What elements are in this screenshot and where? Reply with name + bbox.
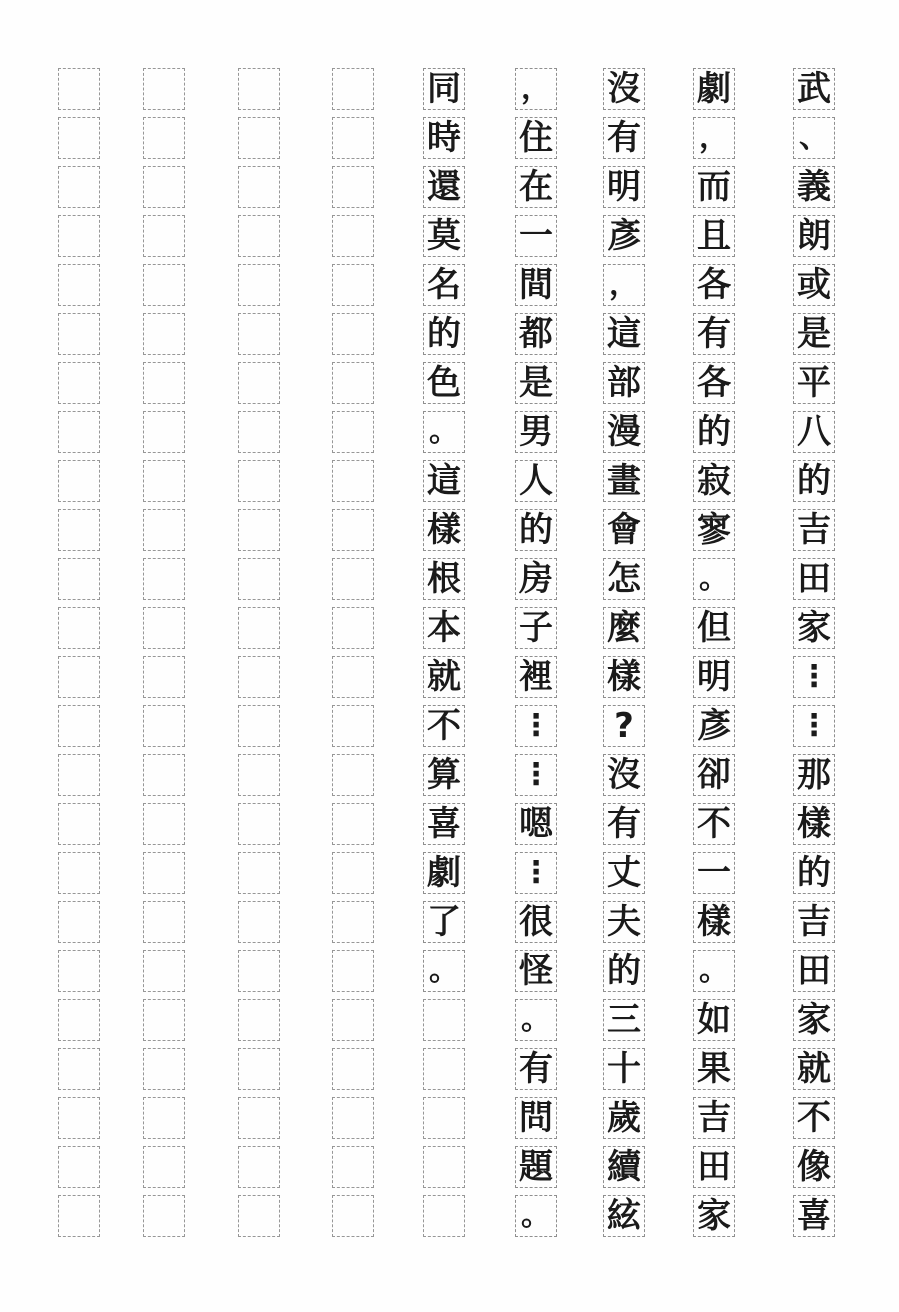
grid-cell-empty (143, 509, 185, 551)
grid-cell-empty (58, 411, 100, 453)
grid-cell-empty (58, 313, 100, 355)
grid-cell-empty (332, 1146, 374, 1188)
grid-cell-empty (238, 313, 280, 355)
grid-cell: 寥 (693, 509, 735, 551)
grid-cell: 嗯 (515, 803, 557, 845)
grid-cell-empty (332, 901, 374, 943)
grid-cell: 漫 (603, 411, 645, 453)
grid-cell-empty (143, 1097, 185, 1139)
grid-cell: 一 (515, 215, 557, 257)
grid-cell: 題 (515, 1146, 557, 1188)
grid-cell-empty (423, 1195, 465, 1237)
grid-cell: 樣 (603, 656, 645, 698)
grid-cell: 不 (693, 803, 735, 845)
grid-cell: 部 (603, 362, 645, 404)
grid-cell-empty (238, 999, 280, 1041)
grid-cell-empty (332, 607, 374, 649)
grid-cell: 喜 (793, 1195, 835, 1237)
grid-cell: 明 (603, 166, 645, 208)
grid-cell-empty (143, 999, 185, 1041)
grid-cell-empty (332, 362, 374, 404)
grid-cell-empty (58, 166, 100, 208)
grid-cell-empty (238, 754, 280, 796)
grid-cell: ， (693, 117, 735, 159)
grid-cell-empty (58, 509, 100, 551)
grid-cell: 不 (423, 705, 465, 747)
grid-cell-empty (143, 215, 185, 257)
grid-cell: 這 (603, 313, 645, 355)
grid-cell-empty (423, 999, 465, 1041)
text-column-9 (58, 68, 100, 1237)
grid-cell-empty (238, 460, 280, 502)
grid-cell: 就 (423, 656, 465, 698)
grid-cell-empty (238, 215, 280, 257)
grid-cell-empty (58, 1097, 100, 1139)
grid-cell-empty (238, 852, 280, 894)
grid-cell: 果 (693, 1048, 735, 1090)
grid-cell: ⋮ (515, 754, 557, 796)
grid-cell-empty (58, 901, 100, 943)
grid-cell: 同 (423, 68, 465, 110)
grid-cell: 色 (423, 362, 465, 404)
grid-cell-empty (58, 705, 100, 747)
grid-cell: 吉 (793, 509, 835, 551)
grid-cell-empty (143, 362, 185, 404)
grid-cell: 房 (515, 558, 557, 600)
grid-cell: 寂 (693, 460, 735, 502)
grid-cell: ， (515, 68, 557, 110)
grid-cell: 或 (793, 264, 835, 306)
grid-cell: 樣 (423, 509, 465, 551)
grid-cell-empty (238, 803, 280, 845)
grid-cell: 名 (423, 264, 465, 306)
grid-cell-empty (238, 1195, 280, 1237)
grid-cell: 義 (793, 166, 835, 208)
grid-cell: ， (603, 264, 645, 306)
grid-cell-empty (58, 607, 100, 649)
grid-cell: 歲 (603, 1097, 645, 1139)
grid-cell-empty (58, 950, 100, 992)
grid-cell: 莫 (423, 215, 465, 257)
grid-cell: 男 (515, 411, 557, 453)
grid-cell: 是 (793, 313, 835, 355)
grid-cell: 彥 (693, 705, 735, 747)
grid-cell-empty (58, 362, 100, 404)
grid-cell: 有 (693, 313, 735, 355)
grid-cell-empty (143, 411, 185, 453)
grid-cell: 家 (793, 607, 835, 649)
grid-cell: 還 (423, 166, 465, 208)
grid-cell-empty (238, 1048, 280, 1090)
grid-cell-empty (332, 117, 374, 159)
grid-cell: 劇 (693, 68, 735, 110)
grid-cell-empty (58, 656, 100, 698)
grid-cell: 。 (515, 999, 557, 1041)
grid-cell: 卻 (693, 754, 735, 796)
grid-cell: 的 (603, 950, 645, 992)
grid-cell-empty (58, 117, 100, 159)
grid-cell: 很 (515, 901, 557, 943)
grid-cell-empty (143, 117, 185, 159)
grid-cell: 如 (693, 999, 735, 1041)
grid-cell: 裡 (515, 656, 557, 698)
grid-cell-empty (238, 1146, 280, 1188)
grid-cell-empty (332, 166, 374, 208)
grid-cell: 。 (693, 558, 735, 600)
text-column-2 (693, 68, 735, 1237)
grid-cell: 續 (603, 1146, 645, 1188)
grid-cell-empty (332, 1097, 374, 1139)
grid-cell: 畫 (603, 460, 645, 502)
grid-cell-empty (332, 264, 374, 306)
grid-cell: ⋮ (793, 705, 835, 747)
grid-cell-empty (58, 1195, 100, 1237)
grid-cell: 田 (793, 950, 835, 992)
grid-cell: 有 (515, 1048, 557, 1090)
grid-cell: 平 (793, 362, 835, 404)
grid-cell-empty (58, 803, 100, 845)
grid-cell: 本 (423, 607, 465, 649)
grid-cell-empty (143, 705, 185, 747)
grid-cell-empty (332, 558, 374, 600)
grid-cell-empty (238, 656, 280, 698)
grid-cell-empty (238, 68, 280, 110)
grid-cell: 。 (515, 1195, 557, 1237)
grid-cell-empty (58, 1048, 100, 1090)
grid-cell: 就 (793, 1048, 835, 1090)
grid-cell: 的 (793, 852, 835, 894)
grid-cell: 像 (793, 1146, 835, 1188)
grid-cell: 麼 (603, 607, 645, 649)
grid-cell-empty (58, 558, 100, 600)
grid-cell: 劇 (423, 852, 465, 894)
grid-cell: 三 (603, 999, 645, 1041)
grid-cell: 算 (423, 754, 465, 796)
grid-cell: 家 (693, 1195, 735, 1237)
grid-cell: 不 (793, 1097, 835, 1139)
grid-cell: 時 (423, 117, 465, 159)
grid-cell: 的 (515, 509, 557, 551)
grid-cell-empty (143, 754, 185, 796)
grid-cell: 根 (423, 558, 465, 600)
grid-cell-empty (238, 166, 280, 208)
grid-cell: 絃 (603, 1195, 645, 1237)
grid-cell-empty (332, 852, 374, 894)
text-column-1 (793, 68, 835, 1237)
grid-cell-empty (58, 1146, 100, 1188)
grid-cell: 那 (793, 754, 835, 796)
grid-cell: 會 (603, 509, 645, 551)
grid-cell: 武 (793, 68, 835, 110)
grid-cell: ⋮ (793, 656, 835, 698)
grid-cell: 的 (693, 411, 735, 453)
grid-cell: 田 (793, 558, 835, 600)
grid-cell: 。 (693, 950, 735, 992)
grid-cell: 怎 (603, 558, 645, 600)
text-column-6 (332, 68, 374, 1237)
grid-cell-empty (238, 705, 280, 747)
grid-cell-empty (332, 215, 374, 257)
grid-cell-empty (238, 362, 280, 404)
grid-cell-empty (332, 411, 374, 453)
grid-cell: 且 (693, 215, 735, 257)
grid-cell: 朗 (793, 215, 835, 257)
grid-cell: ⋮ (515, 705, 557, 747)
grid-cell: 。 (423, 411, 465, 453)
grid-cell-empty (58, 754, 100, 796)
grid-cell: 沒 (603, 754, 645, 796)
text-column-5 (423, 68, 465, 1237)
grid-cell: 家 (793, 999, 835, 1041)
grid-cell-empty (143, 1146, 185, 1188)
grid-cell-empty (332, 460, 374, 502)
grid-cell: 田 (693, 1146, 735, 1188)
grid-cell-empty (332, 656, 374, 698)
grid-cell-empty (238, 950, 280, 992)
grid-cell-empty (238, 411, 280, 453)
grid-cell-empty (143, 68, 185, 110)
grid-cell: 而 (693, 166, 735, 208)
grid-cell: 了 (423, 901, 465, 943)
grid-cell: 樣 (793, 803, 835, 845)
grid-cell: 吉 (793, 901, 835, 943)
grid-cell: 彥 (603, 215, 645, 257)
grid-cell-empty (238, 558, 280, 600)
grid-cell-empty (58, 460, 100, 502)
grid-cell: 一 (693, 852, 735, 894)
grid-cell-empty (332, 68, 374, 110)
grid-cell: 。 (423, 950, 465, 992)
grid-cell: ⋮ (515, 852, 557, 894)
grid-cell: 都 (515, 313, 557, 355)
grid-cell: 吉 (693, 1097, 735, 1139)
grid-cell: 丈 (603, 852, 645, 894)
grid-cell-empty (143, 1048, 185, 1090)
grid-cell: 各 (693, 362, 735, 404)
grid-cell: 在 (515, 166, 557, 208)
grid-cell-empty (143, 1195, 185, 1237)
text-column-4 (515, 68, 557, 1237)
grid-cell-empty (58, 215, 100, 257)
grid-cell-empty (143, 656, 185, 698)
grid-cell: 子 (515, 607, 557, 649)
grid-cell-empty (58, 999, 100, 1041)
text-column-7 (238, 68, 280, 1237)
grid-cell-empty (332, 803, 374, 845)
grid-cell: 的 (423, 313, 465, 355)
grid-cell-empty (143, 313, 185, 355)
grid-cell: 的 (793, 460, 835, 502)
grid-cell: 有 (603, 117, 645, 159)
grid-cell-empty (58, 264, 100, 306)
grid-cell-empty (143, 852, 185, 894)
grid-cell-empty (143, 558, 185, 600)
grid-cell-empty (332, 999, 374, 1041)
grid-cell-empty (332, 705, 374, 747)
grid-cell-empty (238, 264, 280, 306)
grid-cell: 樣 (693, 901, 735, 943)
grid-cell-empty (332, 1048, 374, 1090)
grid-cell-empty (332, 509, 374, 551)
grid-cell-empty (238, 509, 280, 551)
grid-cell-empty (332, 1195, 374, 1237)
grid-cell-empty (143, 460, 185, 502)
grid-cell-empty (143, 166, 185, 208)
grid-cell-empty (143, 901, 185, 943)
grid-cell: 問 (515, 1097, 557, 1139)
text-column-3 (603, 68, 645, 1237)
grid-cell-empty (238, 607, 280, 649)
grid-cell-empty (423, 1097, 465, 1139)
grid-cell: 各 (693, 264, 735, 306)
grid-cell: ? (603, 705, 645, 747)
grid-cell: 十 (603, 1048, 645, 1090)
grid-cell: 夫 (603, 901, 645, 943)
grid-cell: 是 (515, 362, 557, 404)
grid-cell: 人 (515, 460, 557, 502)
grid-cell: 但 (693, 607, 735, 649)
grid-cell-empty (238, 117, 280, 159)
grid-cell-empty (423, 1146, 465, 1188)
grid-cell-empty (238, 901, 280, 943)
grid-cell: 八 (793, 411, 835, 453)
text-column-8 (143, 68, 185, 1237)
grid-cell: 這 (423, 460, 465, 502)
grid-cell-empty (143, 803, 185, 845)
grid-cell: 沒 (603, 68, 645, 110)
grid-cell-empty (143, 950, 185, 992)
grid-cell-empty (58, 852, 100, 894)
grid-cell: 怪 (515, 950, 557, 992)
grid-cell-empty (58, 68, 100, 110)
grid-cell-empty (238, 1097, 280, 1139)
grid-cell-empty (332, 313, 374, 355)
grid-cell: 喜 (423, 803, 465, 845)
grid-cell: 有 (603, 803, 645, 845)
grid-cell-empty (332, 754, 374, 796)
grid-cell: 明 (693, 656, 735, 698)
grid-cell: 、 (793, 117, 835, 159)
grid-cell-empty (423, 1048, 465, 1090)
grid-cell-empty (143, 607, 185, 649)
grid-cell-empty (143, 264, 185, 306)
grid-cell: 住 (515, 117, 557, 159)
grid-cell: 間 (515, 264, 557, 306)
grid-cell-empty (332, 950, 374, 992)
